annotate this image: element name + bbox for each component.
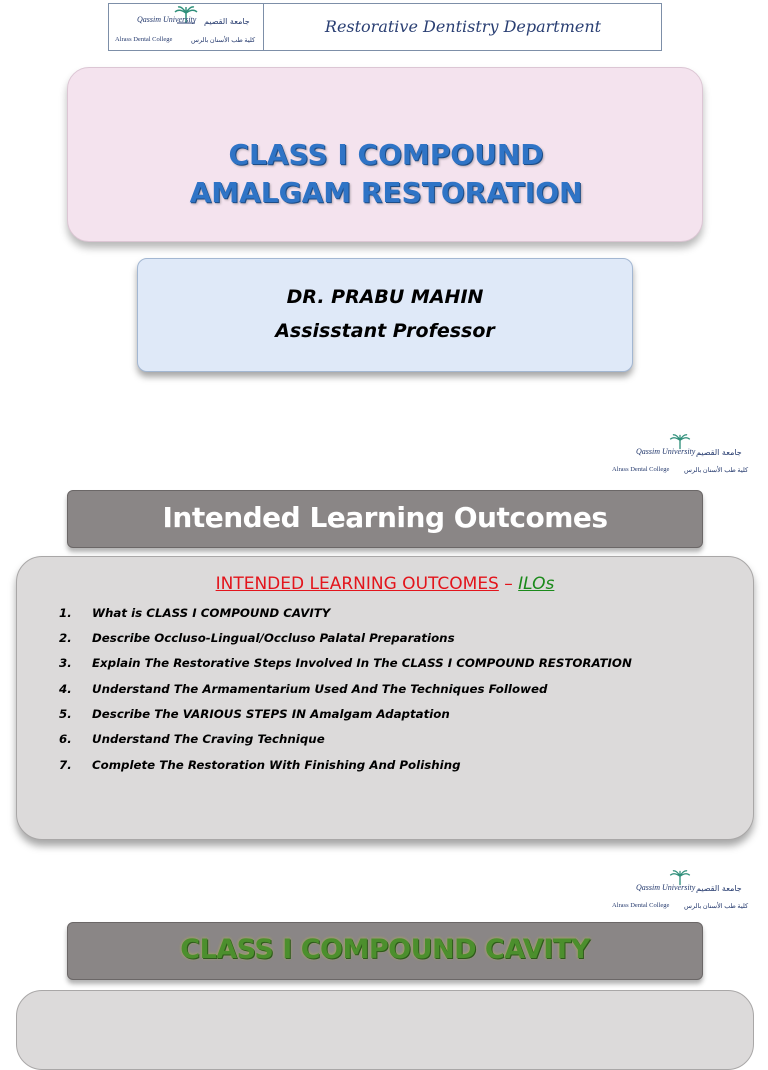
university-logo-small (606, 434, 758, 478)
department-title: Restorative Dentistry Department (324, 17, 602, 36)
university-name-en: Qassim University (636, 447, 696, 456)
ilo-box-title (17, 573, 753, 595)
list-item (59, 758, 461, 772)
list-item-number: 7. (59, 758, 72, 772)
university-name-ar: جامعة القصيم (696, 884, 742, 893)
list-item-text: Understand The Craving Technique (92, 732, 325, 746)
cavity-heading-bar (67, 922, 703, 980)
college-name-en: Alrass Dental College (115, 36, 173, 43)
presentation-title (68, 136, 704, 212)
cavity-content-box (16, 990, 754, 1070)
author-card (137, 258, 633, 372)
university-name-en: Qassim University (137, 15, 197, 24)
title-line-1: CLASS I COMPOUND (228, 138, 544, 171)
author-name: DR. PRABU MAHIN (286, 286, 484, 308)
list-item-number: 5. (59, 707, 72, 721)
ilo-heading: Intended Learning Outcomes (162, 501, 608, 534)
college-name-ar: كلية طب الأسنان بالرس (684, 467, 749, 474)
university-logo-small (606, 870, 758, 914)
list-item (59, 707, 450, 721)
list-item-number: 6. (59, 732, 72, 746)
list-item-number: 1. (59, 606, 72, 620)
list-item-text: Describe Occluso-Lingual/Occluso Palatal Preparations (92, 631, 455, 645)
university-name-en: Qassim University (636, 883, 696, 892)
list-item (59, 682, 547, 696)
ilo-title-abbr: ILOs (518, 574, 555, 594)
ilo-content-box (16, 556, 754, 840)
college-name-ar: كلية طب الأسنان بالرس (684, 903, 749, 910)
author-role: Assisstant Professor (275, 320, 495, 342)
list-item-text: Describe The VARIOUS STEPS IN Amalgam Adaptation (92, 707, 450, 721)
university-name-ar: جامعة القصيم (696, 448, 742, 457)
list-item (59, 606, 330, 620)
title-line-2: AMALGAM RESTORATION (189, 176, 583, 209)
header-banner (108, 3, 662, 51)
list-item-number: 3. (59, 656, 72, 670)
college-name-en: Alrass Dental College (612, 466, 670, 473)
ilo-heading-bar (67, 490, 703, 548)
list-item (59, 732, 325, 746)
list-item (59, 631, 455, 645)
college-name-en: Alrass Dental College (612, 902, 670, 909)
list-item-text: What is CLASS I COMPOUND CAVITY (92, 606, 331, 620)
list-item-number: 4. (59, 682, 72, 696)
cavity-heading: CLASS I COMPOUND CAVITY (180, 934, 590, 965)
list-item-text: Complete The Restoration With Finishing And Polishing (92, 758, 461, 772)
list-item (59, 656, 632, 670)
ilo-title-dash: – (498, 574, 519, 594)
title-card (67, 67, 703, 242)
university-logo (109, 4, 264, 50)
list-item-number: 2. (59, 631, 72, 645)
university-name-ar: جامعة القصيم (204, 17, 250, 26)
ilo-title-main: INTENDED LEARNING OUTCOMES (215, 574, 499, 594)
list-item-text: Explain The Restorative Steps Involved In The CLASS I COMPOUND RESTORATION (92, 656, 632, 670)
college-name-ar: كلية طب الأسنان بالرس (191, 37, 256, 44)
list-item-text: Understand The Armamentarium Used And The Techniques Followed (92, 682, 548, 696)
